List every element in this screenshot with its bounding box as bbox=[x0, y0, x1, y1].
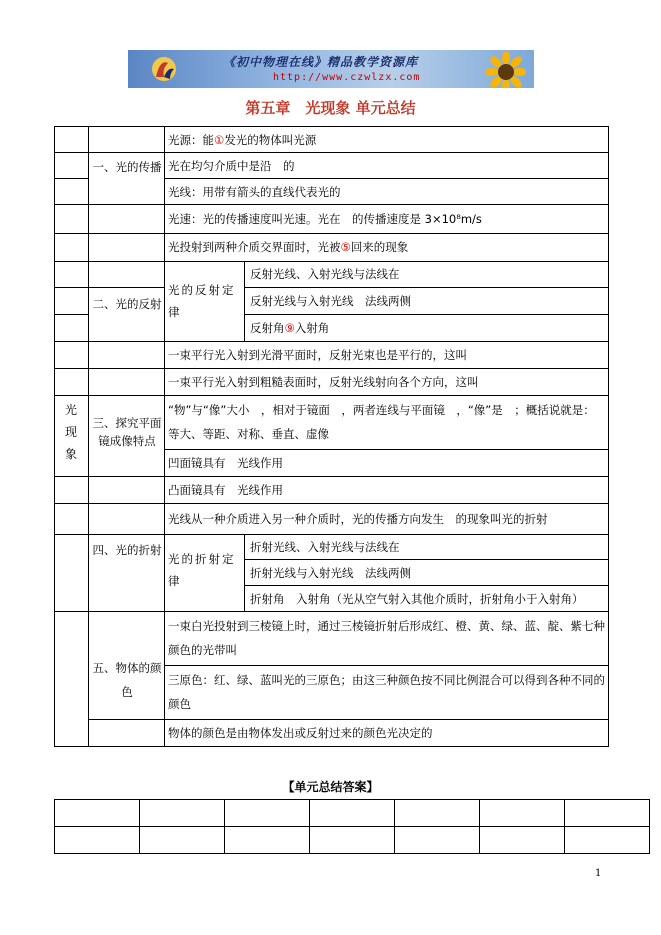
answer-cell bbox=[394, 826, 480, 854]
row-text: 凸面镜具有 光线作用 bbox=[168, 483, 283, 497]
table-cell bbox=[88, 233, 165, 262]
banner-url: http://www.czwlzx.com bbox=[273, 72, 421, 83]
row-text: 物体的颜色是由物体发出或反射过来的颜色光决定的 bbox=[168, 726, 433, 740]
row-text: 折射光线、入射光线与法线在 bbox=[250, 540, 400, 554]
section-label: 三、探究平面镜成像特点 bbox=[92, 416, 162, 448]
row-text: 折射光线与入射光线 法线两侧 bbox=[250, 566, 411, 580]
law-label-reflection: 光的反射定律 bbox=[168, 283, 236, 319]
table-cell bbox=[54, 178, 89, 205]
answer-cell bbox=[224, 799, 310, 827]
table-cell bbox=[54, 476, 89, 504]
table-cell bbox=[54, 534, 89, 612]
table-cell bbox=[88, 341, 165, 369]
answer-cell bbox=[309, 799, 395, 827]
answer-cell bbox=[479, 826, 565, 854]
chapter-label: 光现象 bbox=[64, 403, 77, 461]
table-cell bbox=[54, 368, 89, 396]
row-text: 光线：用带有箭头的直线代表光的 bbox=[168, 185, 341, 199]
row-text: 一束平行光入射到光滑平面时，反射光束也是平行的，这叫 bbox=[168, 348, 467, 362]
table-cell bbox=[54, 152, 89, 179]
row-text: 光在均匀介质中是沿 的 bbox=[168, 159, 295, 173]
row-text: 光线从一种介质进入另一种介质时，光的传播方向发生 的现象叫光的折射 bbox=[168, 512, 548, 526]
table-cell bbox=[88, 204, 165, 234]
answer-cell bbox=[54, 826, 140, 854]
section-label: 四、光的折射 bbox=[92, 543, 162, 557]
table-cell bbox=[54, 261, 89, 288]
table-cell bbox=[54, 503, 89, 535]
table-cell bbox=[54, 233, 89, 262]
row-text: 凹面镜具有 光线作用 bbox=[168, 456, 283, 470]
answer-cell bbox=[54, 799, 140, 827]
section-label: 二、光的反射 bbox=[92, 297, 162, 311]
table-cell bbox=[88, 719, 165, 747]
answer-cell bbox=[139, 799, 225, 827]
table-cell bbox=[88, 503, 165, 535]
answer-cell bbox=[309, 826, 395, 854]
section-label: 五、物体的颜色 bbox=[92, 661, 162, 699]
sunflower-icon bbox=[486, 52, 526, 88]
row-text: 光源：能①发光的物体叫光源 bbox=[168, 133, 317, 147]
row-text: 光速：光的传播速度叫光速。光在 的传播速度是 3×10⁸m/s bbox=[168, 212, 482, 226]
header-banner bbox=[128, 50, 534, 88]
row-text: 折射角 入射角（光从空气射入其他介质时，折射角小于入射角） bbox=[250, 592, 584, 606]
table-cell bbox=[54, 287, 89, 315]
row-text: 一束平行光入射到粗糙表面时，反射光线射向各个方向，这叫 bbox=[168, 375, 479, 389]
table-cell bbox=[88, 126, 165, 153]
answer-cell bbox=[139, 826, 225, 854]
page-number: 1 bbox=[595, 868, 602, 879]
row-text: 三原色：红、绿、蓝叫光的三原色；由这三种颜色按不同比例混合可以得到各种不同的颜色 bbox=[168, 673, 605, 711]
banner-tagline: 《初中物理在线》精品教学资源库 bbox=[223, 55, 419, 69]
row-text: “物”与“像”大小 ，相对于镜面 ，两者连线与平面镜 ，“像”是 ；概括说就是：等大、等距、对称、垂直、虚像 bbox=[168, 403, 595, 441]
table-cell bbox=[88, 261, 165, 288]
table-cell bbox=[54, 341, 89, 369]
logo-icon bbox=[150, 55, 178, 83]
table-cell bbox=[54, 611, 89, 747]
answer-cell bbox=[564, 799, 650, 827]
row-text: 反射光线、入射光线与法线在 bbox=[250, 267, 400, 281]
answers-title: 【单元总结答案】 bbox=[282, 780, 379, 794]
row-text: 光投射到两种介质交界面时，光被⑤回来的现象 bbox=[168, 240, 409, 254]
table-cell bbox=[54, 204, 89, 234]
table-cell bbox=[88, 368, 165, 396]
row-text: 一束白光投射到三棱镜上时，通过三棱镜折射后形成红、橙、黄、绿、蓝、靛、紫七种颜色的光带叫 bbox=[168, 619, 605, 657]
page-title: 第五章 光现象 单元总结 bbox=[245, 99, 416, 117]
answer-cell bbox=[394, 799, 480, 827]
answer-cell bbox=[479, 799, 565, 827]
table-cell bbox=[54, 314, 89, 342]
answer-cell bbox=[564, 826, 650, 854]
row-text: 反射角⑨入射角 bbox=[250, 321, 330, 335]
section-label: 一、光的传播 bbox=[92, 160, 162, 174]
law-label-refraction: 光的折射定律 bbox=[168, 552, 236, 588]
table-cell bbox=[88, 476, 165, 504]
row-text: 反射光线与入射光线 法线两侧 bbox=[250, 294, 411, 308]
table-cell bbox=[54, 126, 89, 153]
answer-cell bbox=[224, 826, 310, 854]
